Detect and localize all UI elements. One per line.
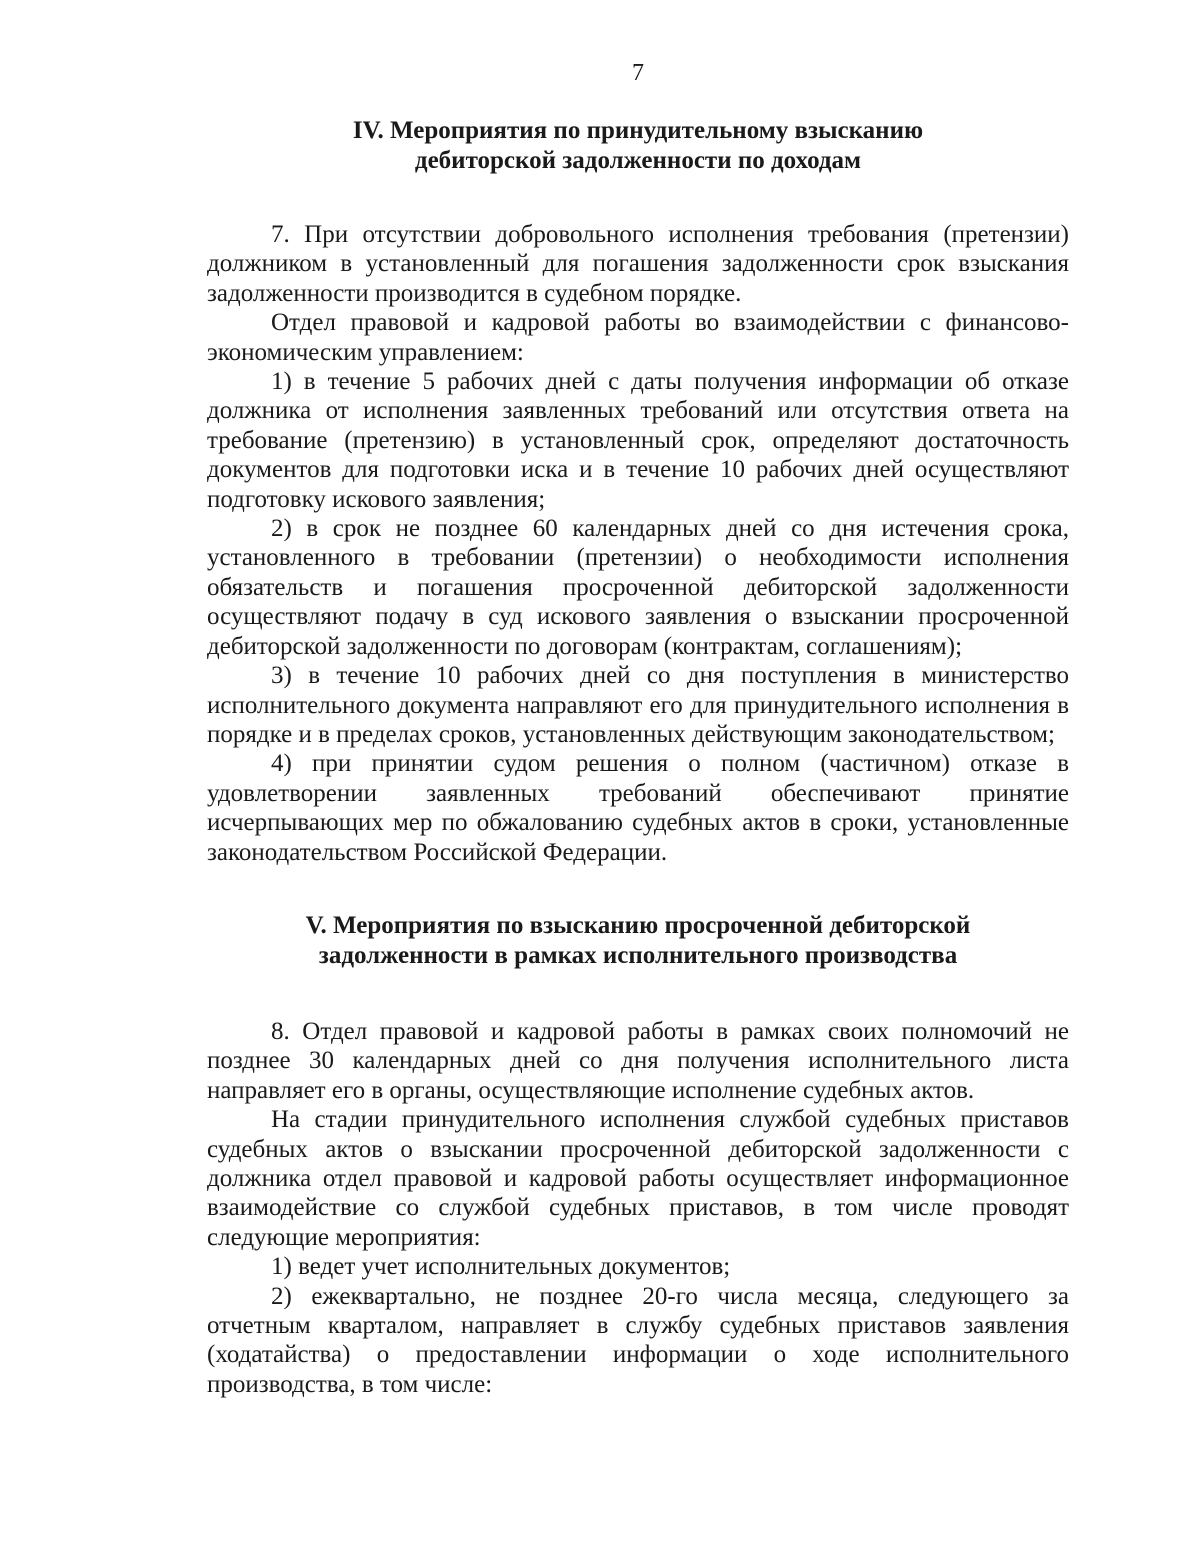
section-5-heading-line1: V. Мероприятия по взысканию просроченной дебиторской [305, 911, 971, 939]
paragraph-enforcement-stage: На стадии принудительного исполнения службой судебных приставов судебных актов о взыскании просроченной дебиторской задолженности с должника отдел правовой и кадровой работы осуществляет информационное взаимодействие со службой судебных приставов, в том числе проводят следующие мероприятия: [207, 1106, 1069, 1251]
paragraph-8: 8. Отдел правовой и кадровой работы в рамках своих полномочий не позднее 30 календарных дней со дня получения исполнительного листа направляет его в органы, осуществляющие исполнение судебных актов. [207, 1017, 1069, 1104]
paragraph-7-item-4: 4) при принятии судом решения о полном (частичном) отказе в удовлетворении заявленных требований обеспечивают принятие исчерпывающих мер по обжалованию судебных актов в сроки, установленные законодательством Российской Федерации. [207, 750, 1069, 866]
document-body [207, 116, 1069, 1399]
paragraph-7-item-2: 2) в срок не позднее 60 календарных дней со дня истечения срока, установленного в требовании (претензии) о необходимости исполнения обязательств и погашения просроченной дебиторской задолженности осуществляют подачу в суд искового заявления о взыскании просроченной дебиторской задолженности по договорам (контрактам, соглашениям); [207, 515, 1069, 660]
section-5-heading [207, 911, 1069, 971]
section-4-heading-line2: дебиторской задолженности по доходам [414, 147, 862, 174]
paragraph-7-item-3: 3) в течение 10 рабочих дней со дня поступления в министерство исполнительного документа направляют его для принудительного исполнения в порядке и в пределах сроков, установленных действующим законодательством; [207, 662, 1069, 748]
paragraph-7-item-1: 1) в течение 5 рабочих дней с даты получения информации об отказе должника от исполнения заявленных требований или отсутствия ответа на требование (претензию) в установленный срок, определяют достаточность документов для подготовки иска и в течение 10 рабочих дней осуществляют подготовку искового заявления; [207, 368, 1069, 513]
section-5-heading-line2: задолженности в рамках исполнительного производства [318, 941, 958, 969]
paragraph-8-item-2: 2) ежеквартально, не позднее 20-го числа месяца, следующего за отчетным кварталом, направляет в службу судебных приставов заявления (ходатайства) о предоставлении информации о ходе исполнительного производства, в том числе: [207, 1282, 1069, 1398]
section-4-heading-line1: IV. Мероприятия по принудительному взысканию [352, 117, 924, 144]
paragraph-7: 7. При отсутствии добровольного исполнения требования (претензии) должником в установленный для погашения задолженности срок взыскания задолженности производится в судебном порядке. [207, 221, 1069, 307]
page-number: 7 [632, 60, 644, 86]
paragraph-8-item-1: 1) ведет учет исполнительных документов; [271, 1253, 731, 1281]
section-4-heading [207, 116, 1069, 176]
paragraph-legal-dept-intro: Отдел правовой и кадровой работы во взаимодействии с финансово-экономическим управлением: [207, 309, 1069, 366]
